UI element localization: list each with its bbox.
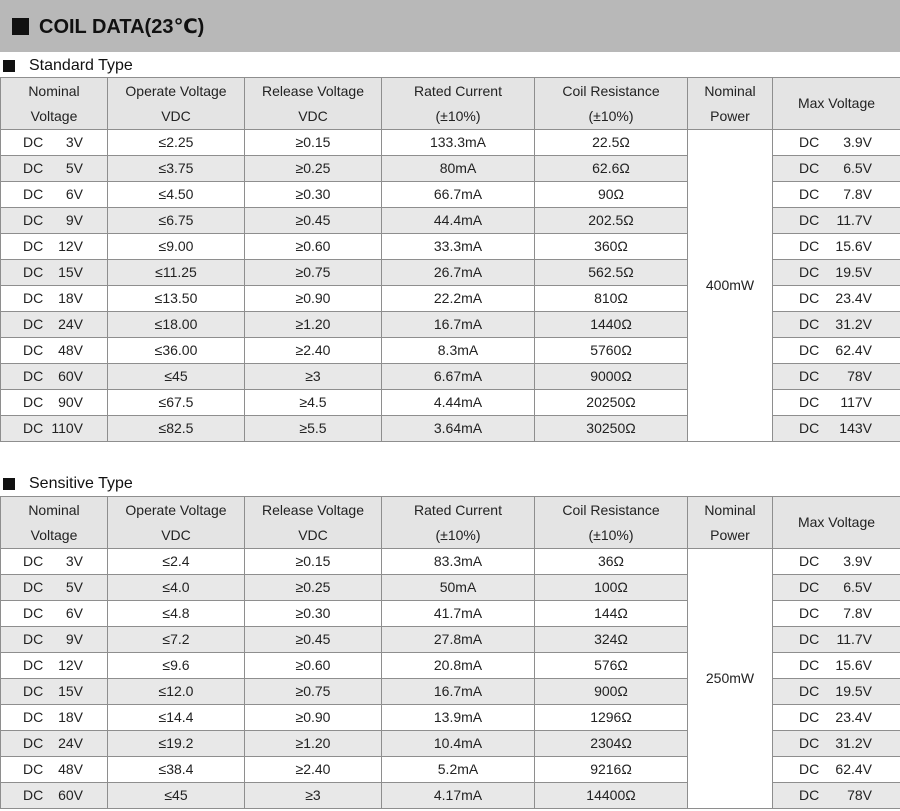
voltage-prefix: DC — [23, 787, 44, 803]
nominal-voltage-wrap — [1, 234, 107, 259]
max-voltage-wrap — [773, 260, 900, 285]
voltage-prefix: DC — [23, 683, 44, 699]
voltage-value: 5V — [65, 579, 83, 595]
max-voltage-cell — [773, 757, 900, 783]
coil-resistance-cell: 810Ω — [535, 286, 688, 312]
operate-voltage-cell: ≤6.75 — [108, 208, 245, 234]
nominal-voltage-cell — [1, 549, 108, 575]
max-voltage-value: 11.7V — [836, 212, 872, 228]
voltage-value: 48V — [58, 342, 83, 358]
max-voltage-prefix: DC — [799, 579, 820, 595]
max-voltage-value: 62.4V — [835, 761, 872, 777]
nominal-voltage-cell — [1, 679, 108, 705]
voltage-value: 5V — [65, 160, 83, 176]
rated-current-cell: 27.8mA — [382, 627, 535, 653]
max-voltage-prefix: DC — [799, 420, 820, 436]
release-voltage-cell: ≥0.25 — [245, 575, 382, 601]
coil-resistance-cell: 144Ω — [535, 601, 688, 627]
col-header-coil-resistance: Coil Resistance (±10%) — [535, 78, 688, 130]
coil-resistance-cell: 576Ω — [535, 653, 688, 679]
voltage-prefix: DC — [23, 342, 44, 358]
max-voltage-value: 3.9V — [843, 553, 872, 569]
table-row — [1, 130, 900, 156]
max-voltage-wrap — [773, 731, 900, 756]
operate-voltage-cell: ≤36.00 — [108, 338, 245, 364]
operate-voltage-cell: ≤9.00 — [108, 234, 245, 260]
max-voltage-prefix: DC — [799, 683, 820, 699]
sensitive-coil-table — [0, 496, 900, 809]
voltage-prefix: DC — [23, 238, 44, 254]
rated-current-cell: 133.3mA — [382, 130, 535, 156]
operate-voltage-cell: ≤9.6 — [108, 653, 245, 679]
nominal-voltage-wrap — [1, 679, 107, 704]
coil-resistance-cell: 90Ω — [535, 182, 688, 208]
rated-current-cell: 6.67mA — [382, 364, 535, 390]
operate-voltage-cell: ≤2.4 — [108, 549, 245, 575]
release-voltage-cell: ≥0.90 — [245, 705, 382, 731]
voltage-prefix: DC — [23, 553, 44, 569]
nominal-voltage-cell — [1, 156, 108, 182]
nominal-voltage-wrap — [1, 390, 107, 415]
table-row — [1, 549, 900, 575]
voltage-prefix: DC — [23, 186, 44, 202]
voltage-value: 60V — [58, 368, 83, 384]
nominal-voltage-cell — [1, 627, 108, 653]
nominal-voltage-cell — [1, 575, 108, 601]
max-voltage-cell — [773, 627, 900, 653]
nominal-voltage-cell — [1, 364, 108, 390]
max-voltage-wrap — [773, 627, 900, 652]
voltage-value: 12V — [58, 657, 83, 673]
voltage-prefix: DC — [23, 420, 44, 436]
max-voltage-cell — [773, 130, 900, 156]
coil-resistance-cell: 562.5Ω — [535, 260, 688, 286]
nominal-voltage-wrap — [1, 653, 107, 678]
square-bullet-icon — [3, 478, 15, 490]
voltage-value: 90V — [58, 394, 83, 410]
max-voltage-wrap — [773, 156, 900, 181]
max-voltage-cell — [773, 653, 900, 679]
operate-voltage-cell: ≤19.2 — [108, 731, 245, 757]
voltage-value: 24V — [58, 316, 83, 332]
col-header-release-voltage: Release Voltage VDC — [245, 78, 382, 130]
voltage-value: 6V — [65, 186, 83, 202]
coil-resistance-cell: 20250Ω — [535, 390, 688, 416]
max-voltage-value: 78V — [847, 368, 872, 384]
coil-resistance-cell: 9000Ω — [535, 364, 688, 390]
release-voltage-cell: ≥0.15 — [245, 130, 382, 156]
max-voltage-cell — [773, 260, 900, 286]
max-voltage-value: 23.4V — [835, 709, 872, 725]
nominal-voltage-cell — [1, 234, 108, 260]
operate-voltage-cell: ≤2.25 — [108, 130, 245, 156]
voltage-value: 60V — [58, 787, 83, 803]
release-voltage-cell: ≥0.75 — [245, 679, 382, 705]
rated-current-cell: 8.3mA — [382, 338, 535, 364]
voltage-value: 12V — [58, 238, 83, 254]
max-voltage-prefix: DC — [799, 212, 820, 228]
rated-current-cell: 44.4mA — [382, 208, 535, 234]
release-voltage-cell: ≥0.45 — [245, 208, 382, 234]
coil-resistance-cell: 9216Ω — [535, 757, 688, 783]
voltage-prefix: DC — [23, 709, 44, 725]
rated-current-cell: 22.2mA — [382, 286, 535, 312]
nominal-voltage-wrap — [1, 312, 107, 337]
voltage-prefix: DC — [23, 134, 44, 150]
max-voltage-wrap — [773, 705, 900, 730]
voltage-value: 6V — [65, 605, 83, 621]
max-voltage-value: 15.6V — [835, 657, 872, 673]
coil-resistance-cell: 324Ω — [535, 627, 688, 653]
col-header-operate-voltage: Operate Voltage VDC — [108, 78, 245, 130]
rated-current-cell: 13.9mA — [382, 705, 535, 731]
max-voltage-prefix: DC — [799, 761, 820, 777]
coil-resistance-cell: 360Ω — [535, 234, 688, 260]
square-bullet-icon — [3, 60, 15, 72]
operate-voltage-cell: ≤45 — [108, 783, 245, 809]
standard-table-body — [1, 130, 900, 442]
max-voltage-value: 62.4V — [835, 342, 872, 358]
section-title-text: Sensitive Type — [29, 475, 133, 492]
operate-voltage-cell: ≤18.00 — [108, 312, 245, 338]
release-voltage-cell: ≥5.5 — [245, 416, 382, 442]
col-header-max-voltage: Max Voltage — [773, 78, 900, 130]
voltage-prefix: DC — [23, 579, 44, 595]
nominal-voltage-cell — [1, 390, 108, 416]
release-voltage-cell: ≥0.30 — [245, 601, 382, 627]
max-voltage-prefix: DC — [799, 264, 820, 280]
max-voltage-cell — [773, 364, 900, 390]
voltage-prefix: DC — [23, 212, 44, 228]
voltage-value: 48V — [58, 761, 83, 777]
operate-voltage-cell: ≤45 — [108, 364, 245, 390]
col-header-operate-voltage: Operate Voltage VDC — [108, 497, 245, 549]
release-voltage-cell: ≥3 — [245, 783, 382, 809]
max-voltage-prefix: DC — [799, 316, 820, 332]
coil-resistance-cell: 22.5Ω — [535, 130, 688, 156]
operate-voltage-cell: ≤82.5 — [108, 416, 245, 442]
coil-resistance-cell: 900Ω — [535, 679, 688, 705]
release-voltage-cell: ≥3 — [245, 364, 382, 390]
max-voltage-value: 7.8V — [843, 186, 872, 202]
max-voltage-cell — [773, 679, 900, 705]
max-voltage-cell — [773, 783, 900, 809]
nominal-voltage-cell — [1, 653, 108, 679]
rated-current-cell: 10.4mA — [382, 731, 535, 757]
voltage-value: 110V — [51, 420, 83, 436]
nominal-voltage-cell — [1, 705, 108, 731]
max-voltage-cell — [773, 338, 900, 364]
max-voltage-wrap — [773, 679, 900, 704]
nominal-voltage-wrap — [1, 575, 107, 600]
voltage-prefix: DC — [23, 657, 44, 673]
nominal-voltage-wrap — [1, 286, 107, 311]
nominal-voltage-wrap — [1, 208, 107, 233]
max-voltage-value: 3.9V — [843, 134, 872, 150]
voltage-value: 18V — [58, 709, 83, 725]
max-voltage-prefix: DC — [799, 709, 820, 725]
release-voltage-cell: ≥0.45 — [245, 627, 382, 653]
voltage-value: 15V — [58, 264, 83, 280]
table-header-row — [1, 497, 900, 549]
max-voltage-cell — [773, 234, 900, 260]
rated-current-cell: 5.2mA — [382, 757, 535, 783]
col-header-release-voltage: Release Voltage VDC — [245, 497, 382, 549]
rated-current-cell: 16.7mA — [382, 679, 535, 705]
release-voltage-cell: ≥0.25 — [245, 156, 382, 182]
nominal-voltage-cell — [1, 783, 108, 809]
max-voltage-cell — [773, 286, 900, 312]
max-voltage-wrap — [773, 601, 900, 626]
max-voltage-prefix: DC — [799, 160, 820, 176]
max-voltage-cell — [773, 731, 900, 757]
max-voltage-cell — [773, 416, 900, 442]
max-voltage-value: 15.6V — [835, 238, 872, 254]
col-header-nominal-power: Nominal Power — [688, 497, 773, 549]
nominal-voltage-wrap — [1, 627, 107, 652]
max-voltage-prefix: DC — [799, 368, 820, 384]
max-voltage-wrap — [773, 338, 900, 363]
nominal-voltage-cell — [1, 182, 108, 208]
voltage-prefix: DC — [23, 631, 44, 647]
voltage-prefix: DC — [23, 735, 44, 751]
coil-resistance-cell: 202.5Ω — [535, 208, 688, 234]
voltage-value: 24V — [58, 735, 83, 751]
max-voltage-cell — [773, 312, 900, 338]
voltage-value: 15V — [58, 683, 83, 699]
max-voltage-cell — [773, 705, 900, 731]
max-voltage-wrap — [773, 575, 900, 600]
release-voltage-cell: ≥4.5 — [245, 390, 382, 416]
nominal-voltage-wrap — [1, 338, 107, 363]
rated-current-cell: 83.3mA — [382, 549, 535, 575]
voltage-prefix: DC — [23, 264, 44, 280]
col-header-nominal-voltage: Nominal Voltage — [1, 497, 108, 549]
rated-current-cell: 4.17mA — [382, 783, 535, 809]
voltage-value: 3V — [65, 134, 83, 150]
max-voltage-wrap — [773, 549, 900, 574]
nominal-voltage-cell — [1, 731, 108, 757]
operate-voltage-cell: ≤13.50 — [108, 286, 245, 312]
release-voltage-cell: ≥0.30 — [245, 182, 382, 208]
voltage-prefix: DC — [23, 605, 44, 621]
max-voltage-cell — [773, 549, 900, 575]
release-voltage-cell: ≥2.40 — [245, 757, 382, 783]
operate-voltage-cell: ≤4.0 — [108, 575, 245, 601]
voltage-prefix: DC — [23, 316, 44, 332]
coil-resistance-cell: 100Ω — [535, 575, 688, 601]
rated-current-cell: 20.8mA — [382, 653, 535, 679]
header-square-icon — [12, 18, 29, 35]
operate-voltage-cell: ≤38.4 — [108, 757, 245, 783]
table-header-row — [1, 78, 900, 130]
nominal-voltage-wrap — [1, 182, 107, 207]
max-voltage-value: 19.5V — [835, 683, 872, 699]
nominal-voltage-cell — [1, 757, 108, 783]
rated-current-cell: 16.7mA — [382, 312, 535, 338]
coil-resistance-cell: 1440Ω — [535, 312, 688, 338]
nominal-power-cell: 400mW — [688, 130, 773, 442]
sensitive-table-body — [1, 549, 900, 809]
operate-voltage-cell: ≤3.75 — [108, 156, 245, 182]
coil-resistance-cell: 30250Ω — [535, 416, 688, 442]
max-voltage-value: 19.5V — [835, 264, 872, 280]
max-voltage-cell — [773, 156, 900, 182]
max-voltage-wrap — [773, 653, 900, 678]
max-voltage-value: 7.8V — [843, 605, 872, 621]
max-voltage-cell — [773, 390, 900, 416]
release-voltage-cell: ≥1.20 — [245, 731, 382, 757]
nominal-voltage-wrap — [1, 783, 107, 808]
max-voltage-wrap — [773, 364, 900, 389]
nominal-voltage-wrap — [1, 156, 107, 181]
max-voltage-prefix: DC — [799, 631, 820, 647]
release-voltage-cell: ≥0.75 — [245, 260, 382, 286]
operate-voltage-cell: ≤7.2 — [108, 627, 245, 653]
nominal-voltage-wrap — [1, 260, 107, 285]
max-voltage-value: 6.5V — [843, 160, 872, 176]
max-voltage-value: 23.4V — [835, 290, 872, 306]
voltage-value: 9V — [65, 212, 83, 228]
rated-current-cell: 80mA — [382, 156, 535, 182]
max-voltage-wrap — [773, 757, 900, 782]
rated-current-cell: 50mA — [382, 575, 535, 601]
operate-voltage-cell: ≤11.25 — [108, 260, 245, 286]
coil-resistance-cell: 2304Ω — [535, 731, 688, 757]
col-header-rated-current: Rated Current (±10%) — [382, 497, 535, 549]
rated-current-cell: 26.7mA — [382, 260, 535, 286]
section-title-text: Standard Type — [29, 57, 133, 74]
operate-voltage-cell: ≤12.0 — [108, 679, 245, 705]
max-voltage-prefix: DC — [799, 290, 820, 306]
voltage-value: 9V — [65, 631, 83, 647]
release-voltage-cell: ≥1.20 — [245, 312, 382, 338]
max-voltage-prefix: DC — [799, 553, 820, 569]
col-header-nominal-power: Nominal Power — [688, 78, 773, 130]
max-voltage-wrap — [773, 416, 900, 441]
col-header-coil-resistance: Coil Resistance (±10%) — [535, 497, 688, 549]
standard-coil-table — [0, 77, 900, 442]
max-voltage-wrap — [773, 390, 900, 415]
max-voltage-wrap — [773, 208, 900, 233]
max-voltage-value: 143V — [839, 420, 872, 436]
max-voltage-prefix: DC — [799, 735, 820, 751]
max-voltage-cell — [773, 182, 900, 208]
release-voltage-cell: ≥0.60 — [245, 653, 382, 679]
nominal-voltage-cell — [1, 312, 108, 338]
nominal-voltage-wrap — [1, 549, 107, 574]
max-voltage-prefix: DC — [799, 342, 820, 358]
max-voltage-wrap — [773, 234, 900, 259]
col-header-max-voltage: Max Voltage — [773, 497, 900, 549]
max-voltage-cell — [773, 601, 900, 627]
max-voltage-value: 31.2V — [835, 735, 872, 751]
voltage-value: 3V — [65, 553, 83, 569]
voltage-prefix: DC — [23, 290, 44, 306]
nominal-voltage-cell — [1, 416, 108, 442]
nominal-voltage-wrap — [1, 364, 107, 389]
coil-resistance-cell: 1296Ω — [535, 705, 688, 731]
nominal-voltage-wrap — [1, 130, 107, 155]
max-voltage-value: 31.2V — [835, 316, 872, 332]
nominal-voltage-cell — [1, 208, 108, 234]
nominal-voltage-wrap — [1, 416, 107, 441]
max-voltage-wrap — [773, 286, 900, 311]
max-voltage-prefix: DC — [799, 605, 820, 621]
rated-current-cell: 33.3mA — [382, 234, 535, 260]
voltage-prefix: DC — [23, 394, 44, 410]
operate-voltage-cell: ≤67.5 — [108, 390, 245, 416]
voltage-prefix: DC — [23, 160, 44, 176]
coil-resistance-cell: 62.6Ω — [535, 156, 688, 182]
nominal-voltage-cell — [1, 338, 108, 364]
coil-resistance-cell: 14400Ω — [535, 783, 688, 809]
max-voltage-prefix: DC — [799, 238, 820, 254]
operate-voltage-cell: ≤14.4 — [108, 705, 245, 731]
max-voltage-cell — [773, 575, 900, 601]
header-bar — [0, 0, 900, 52]
release-voltage-cell: ≥0.90 — [245, 286, 382, 312]
voltage-value: 18V — [58, 290, 83, 306]
nominal-voltage-cell — [1, 130, 108, 156]
max-voltage-value: 11.7V — [836, 631, 872, 647]
release-voltage-cell: ≥0.60 — [245, 234, 382, 260]
release-voltage-cell: ≥0.15 — [245, 549, 382, 575]
nominal-voltage-wrap — [1, 705, 107, 730]
operate-voltage-cell: ≤4.50 — [108, 182, 245, 208]
page-title: COIL DATA(23℃) — [39, 16, 205, 38]
col-header-nominal-voltage: Nominal Voltage — [1, 78, 108, 130]
coil-resistance-cell: 5760Ω — [535, 338, 688, 364]
max-voltage-value: 117V — [840, 394, 872, 410]
rated-current-cell: 66.7mA — [382, 182, 535, 208]
rated-current-cell: 41.7mA — [382, 601, 535, 627]
nominal-voltage-wrap — [1, 731, 107, 756]
max-voltage-cell — [773, 208, 900, 234]
nominal-voltage-cell — [1, 286, 108, 312]
nominal-voltage-wrap — [1, 757, 107, 782]
max-voltage-wrap — [773, 312, 900, 337]
release-voltage-cell: ≥2.40 — [245, 338, 382, 364]
max-voltage-prefix: DC — [799, 186, 820, 202]
operate-voltage-cell: ≤4.8 — [108, 601, 245, 627]
nominal-voltage-wrap — [1, 601, 107, 626]
col-header-rated-current: Rated Current (±10%) — [382, 78, 535, 130]
nominal-power-cell: 250mW — [688, 549, 773, 809]
max-voltage-wrap — [773, 182, 900, 207]
nominal-voltage-cell — [1, 260, 108, 286]
max-voltage-prefix: DC — [799, 394, 820, 410]
rated-current-cell: 4.44mA — [382, 390, 535, 416]
max-voltage-wrap — [773, 130, 900, 155]
max-voltage-value: 6.5V — [843, 579, 872, 595]
max-voltage-prefix: DC — [799, 657, 820, 673]
max-voltage-value: 78V — [847, 787, 872, 803]
voltage-prefix: DC — [23, 761, 44, 777]
coil-resistance-cell: 36Ω — [535, 549, 688, 575]
voltage-prefix: DC — [23, 368, 44, 384]
nominal-voltage-cell — [1, 601, 108, 627]
max-voltage-prefix: DC — [799, 787, 820, 803]
rated-current-cell: 3.64mA — [382, 416, 535, 442]
max-voltage-prefix: DC — [799, 134, 820, 150]
max-voltage-wrap — [773, 783, 900, 808]
